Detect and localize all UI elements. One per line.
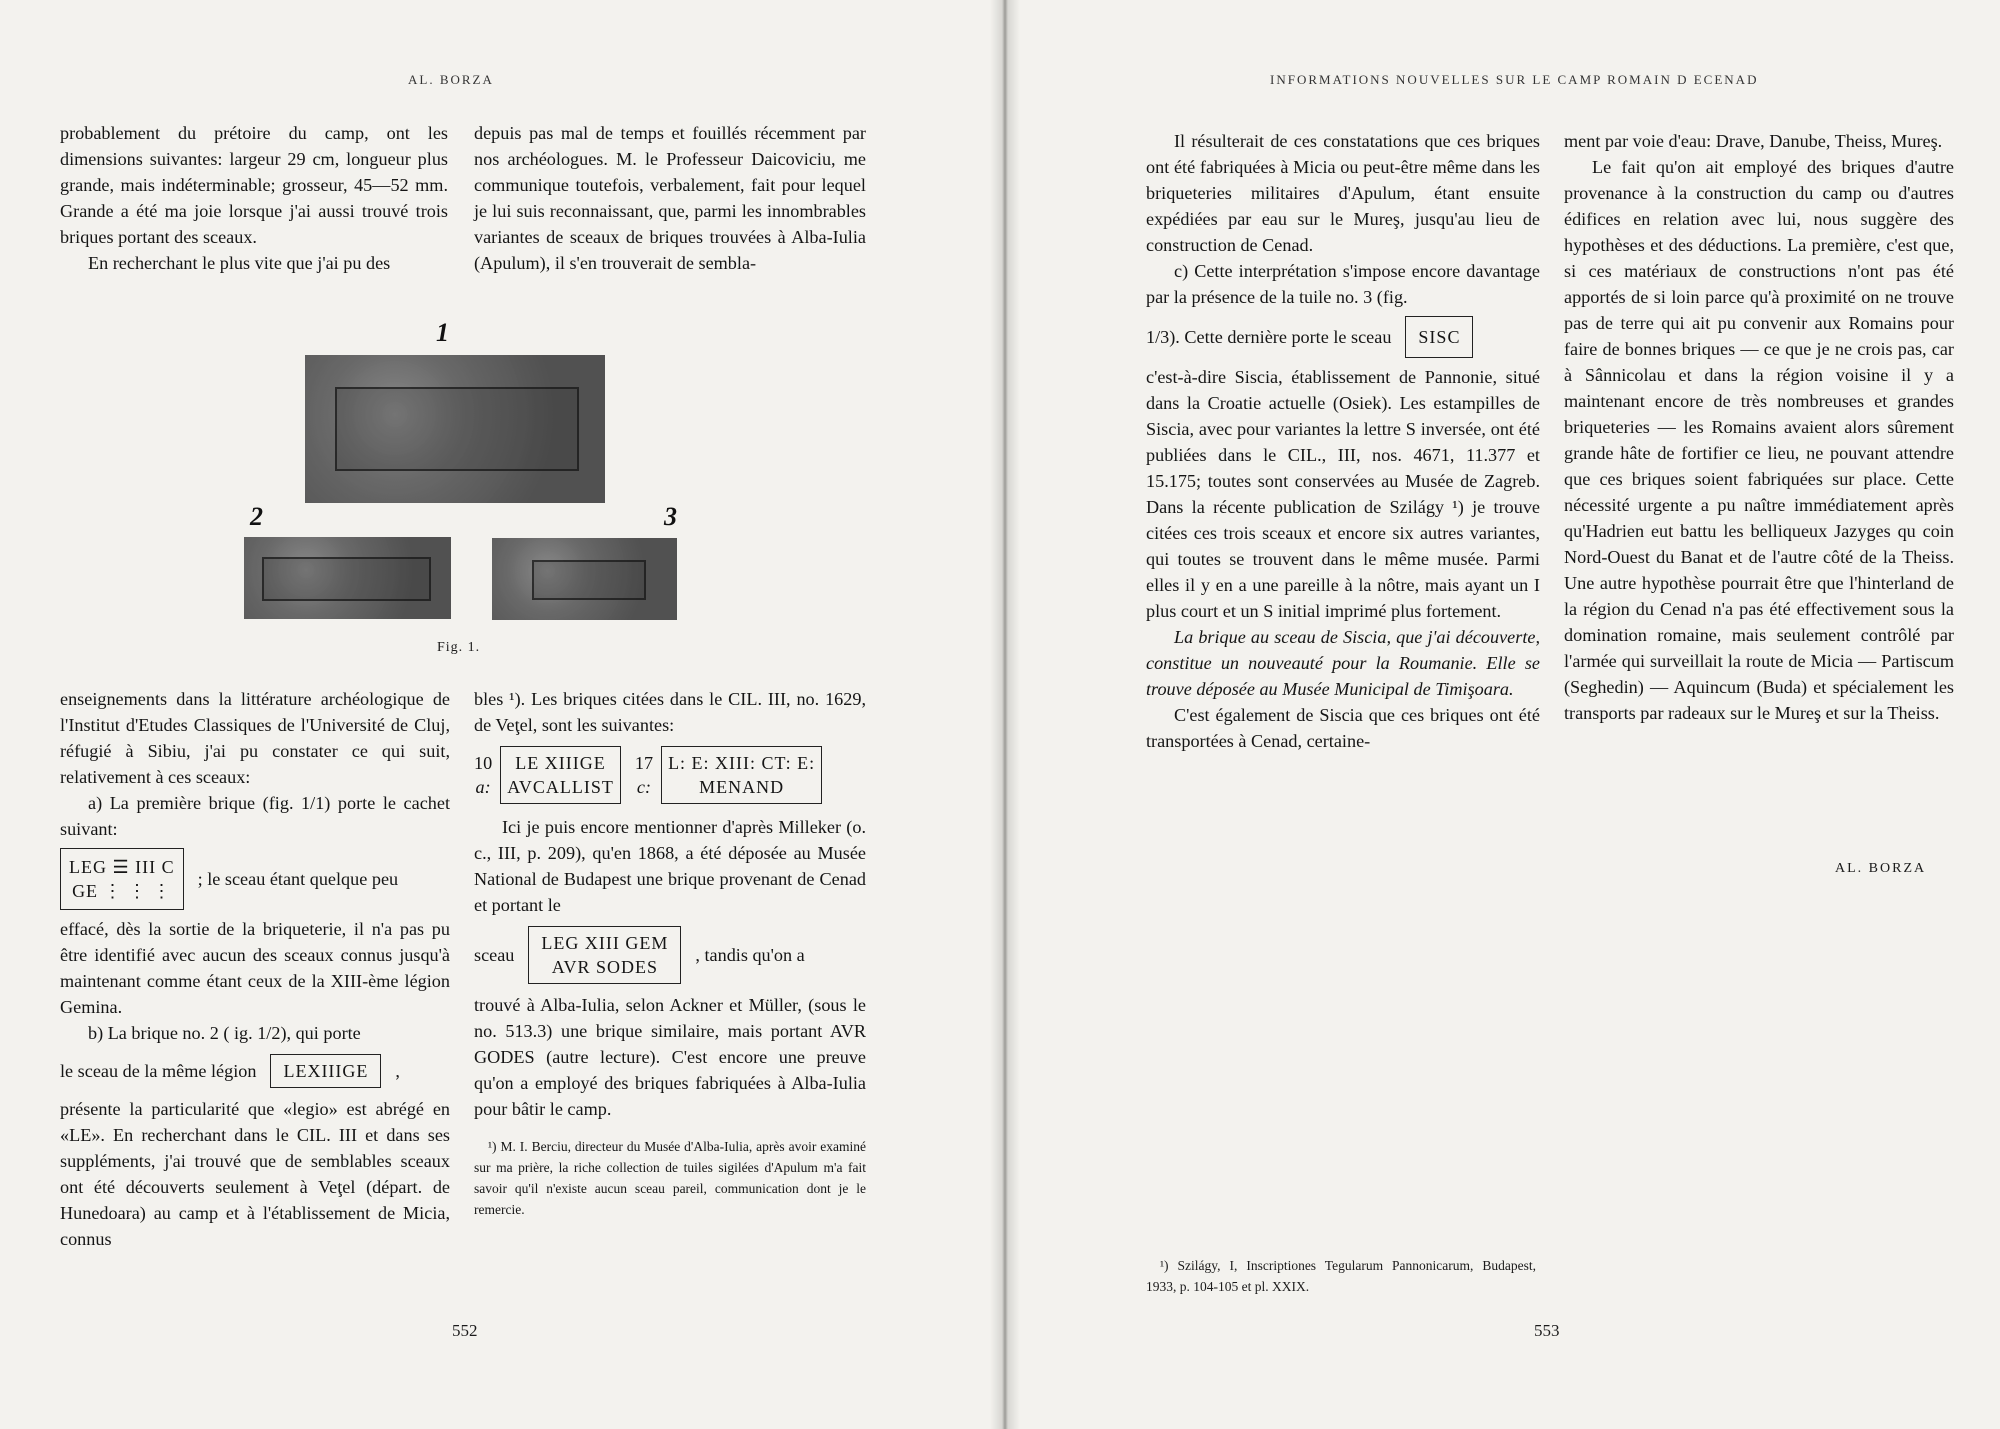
stamp-c-line1: LEG XIII GEM <box>541 933 669 953</box>
right-col2 <box>1564 128 1954 726</box>
paragraph: ment par voie d'eau: Drave, Danube, Theiss, Mureş. <box>1564 131 1943 151</box>
item17-line2: MENAND <box>699 777 785 797</box>
stamp-c <box>528 926 681 984</box>
item17-sub: c: <box>636 777 652 797</box>
running-head-left: AL. BORZA <box>408 72 494 87</box>
stamp-d: SISC <box>1405 316 1473 358</box>
paragraph: c) Cette interprétation s'impose encore davantage par la présence de la tuile no. 3 (fig. <box>1146 261 1540 307</box>
text: , tandis qu'on a <box>695 945 805 965</box>
paragraph: trouvé à Alba-Iulia, selon Ackner et Müller, (sous le no. 513.3) une brique similaire, mais portant AVR GODES (autre lecture). C'est encore une preuve qu'on a employé des briques fabriquées à Alba-Iulia pour bâtir le camp. <box>474 995 866 1119</box>
paragraph: probablement du prétoire du camp, ont les dimensions suivantes: largeur 29 cm, longueur plus grande, mais indéterminable; grosseur, 45—52 mm. Grande a été ma joie lorsque j'ai aussi trouvé trois briques portant des sceaux. <box>60 123 448 247</box>
figure-label-2: 2 <box>250 502 263 531</box>
stamp-c-row <box>474 926 866 984</box>
paragraph: c'est-à-dire Siscia, établissement de Pannonie, situé dans la Croatie actuelle (Osiek). Les estampilles de Siscia, avec pour variantes la lettre S inversée, ont été publiées dans le CIL., III, nos. 4671, 11.377 et 15.175; toutes sont conservées au Musée de Zagreb. Dans la récente publication de Szilágy ¹) je trouve citées ces trois sceaux et encore six autres variantes, qui toutes se trouvent dans le même musée. Parmi elles il y en a une pareille à la nôtre, mais ayant un I plus court et un S initial imprimé plus fortement. <box>1146 367 1540 621</box>
text: , <box>395 1061 400 1081</box>
left-col1-top <box>60 120 448 276</box>
item17-num: 17 <box>634 753 654 773</box>
paragraph: effacé, dès la sortie de la briqueterie, il n'a pas pu être identifié avec aucun des sceaux connus jusqu'à maintenant comme étant ceux de la XIII-ème légion Gemina. <box>60 919 450 1017</box>
stamp-a-line2: GE ⋮ ⋮ ⋮ <box>72 881 172 901</box>
item10-line2: AVCALLIST <box>507 777 614 797</box>
footnote-right: ¹) Szilágy, I, Inscriptiones Tegularum Pannonicarum, Budapest, 1933, p. 104-105 et pl. XXIX. <box>1146 1258 1536 1294</box>
item17-label <box>635 751 653 799</box>
right-page <box>1020 0 2000 1429</box>
text: ; le sceau étant quelque peu <box>197 869 399 889</box>
paragraph: La brique au sceau de Siscia, que j'ai découverte, constitue un nouveauté pour la Roumanie. Elle se trouve déposée au Musée Municipal de Timişoara. <box>1146 627 1540 699</box>
paragraph: enseignements dans la littérature archéologique de l'Institut d'Etudes Classiques de l'Université de Cluj, réfugié à Sibiu, j'ai pu constater ce qui suit, relativement à ces sceaux: <box>60 689 450 787</box>
stamp-item17 <box>661 746 822 804</box>
stamp-a <box>60 848 184 910</box>
figure-caption: Fig. 1. <box>437 640 481 655</box>
paragraph: bles ¹). Les briques citées dans le CIL. III, no. 1629, de Veţel, sont les suivantes: <box>474 689 866 735</box>
author-signature: AL. BORZA <box>1835 861 1927 876</box>
paragraph: Le fait qu'on ait employé des briques d'autre provenance à la construction du camp ou d'autres édifices en relation avec lui, nous suggère des hypothèses et des déductions. La première, c'est que, si ces matériaux de constructions n'ont pas été apportés de si loin parce qu'à proximité on ne trouve pas de terre qui ait pu convenir aux Romains pour faire de bonnes briques — ce que je ne crois pas, car à Sânnicolau et dans la région voisine il y a maintenant encore de très nombreuses et grandes briqueteries — les Romains avaient alors sûrement grande hâte de fortifier ce lieu, ne pouvant attendre que ces briques soient fabriquées sur place. Cette nécessité urgente a pu naître immédiatement après qu'Hadrien eut battu les belliqueux Jazyges qu coin Nord-Ouest du Banat et de l'autre côté de la Theiss. Une autre hypothèse pourrait être que l'hinterland de la région du Cenad n'a pas été effectivement sous la domination romaine, mais seulement contrôlé par l'armée qui surveillait la route de Micia — Partiscum (Seghedin) — Aquincum (Buda) et spécialement les transports par radeaux sur le Mureş et sur la Theiss. <box>1564 157 1954 723</box>
left-page <box>0 0 990 1429</box>
paragraph: Ici je puis encore mentionner d'après Milleker (o. c., III, p. 209), qu'en 1868, a été déposée au Musée National de Budapest une brique provenant de Cenad et portant le <box>474 817 866 915</box>
paragraph: présente la particularité que «legio» est abrégé en «LE». En recherchant dans le CIL. III et dans ses suppléments, j'ai trouvé que de semblables sceaux ont été découverts seulement à Veţel (départ. de Hunedoara) au camp et à l'établissement de Micia, connus <box>60 1099 450 1249</box>
item10-num: 10 <box>474 753 493 773</box>
text: sceau <box>474 945 515 965</box>
brick-list <box>474 746 866 804</box>
paragraph: C'est également de Siscia que ces briques ont été transportées à Cenad, certaine- <box>1146 705 1540 751</box>
paragraph: a) La première brique (fig. 1/1) porte le cachet suivant: <box>60 793 450 839</box>
left-col2-bottom <box>474 686 866 1220</box>
brick-photo-3 <box>492 538 677 620</box>
page-number-right: 553 <box>1534 1321 1560 1340</box>
brick-photo-1 <box>305 355 605 503</box>
page-number-left: 552 <box>452 1321 478 1340</box>
stamp-a-row <box>60 848 450 910</box>
item10-label <box>474 751 492 799</box>
left-col1-bottom <box>60 686 450 1252</box>
figure-label-1: 1 <box>436 318 449 347</box>
stamp-c-line2: AVR SODES <box>551 957 658 977</box>
item10-sub: a: <box>475 777 491 797</box>
text: 1/3). Cette dernière porte le sceau <box>1146 327 1392 347</box>
item10-line1: LE XIIIGE <box>515 753 606 773</box>
stamp-b: LEXIIIGE <box>270 1054 381 1088</box>
paragraph: depuis pas mal de temps et fouillés récemment par nos archéologues. M. le Professeur Daicoviciu, me communique toutefois, verbalement, fait pour lequel je lui suis reconnaissant, que, parmi les innombrables variantes de sceaux de briques trouvées à Alba-Iulia (Apulum), il s'en trouverait de sembla- <box>474 123 866 273</box>
stamp-a-line1: LEG ☰ III C <box>69 857 175 877</box>
stamp-b-row <box>60 1054 450 1088</box>
figure-label-3: 3 <box>664 502 677 531</box>
stamp-item10 <box>500 746 621 804</box>
paragraph: Il résulterait de ces constatations que ces briques ont été fabriquées à Micia ou peut-être même dans les briqueteries militaires d'Apulum, étant ensuite expédiées par eau sur le Mureş, jusqu'au lieu de construction de Cenad. <box>1146 131 1540 255</box>
paragraph: b) La brique no. 2 ( ig. 1/2), qui porte <box>88 1023 361 1043</box>
brick-photo-2 <box>244 537 451 619</box>
paragraph: En recherchant le plus vite que j'ai pu des <box>88 253 391 273</box>
stamp-d-row <box>1146 316 1540 358</box>
left-col2-top <box>474 120 866 276</box>
running-head-right: INFORMATIONS NOUVELLES SUR LE CAMP ROMAIN D ECENAD <box>1270 72 1759 87</box>
right-col1 <box>1146 128 1540 754</box>
text: le sceau de la même légion <box>60 1061 257 1081</box>
book-gutter <box>990 0 1020 1429</box>
footnote-left: ¹) M. I. Berciu, directeur du Musée d'Alba-Iulia, après avoir examiné sur ma prière, la riche collection de tuiles sigilées d'Apulum m'a fait savoir qu'il n'existe aucun sceau pareil, communication dont je le remercie. <box>474 1139 866 1217</box>
item17-line1: L: E: XIII: CT: E: <box>668 753 816 773</box>
